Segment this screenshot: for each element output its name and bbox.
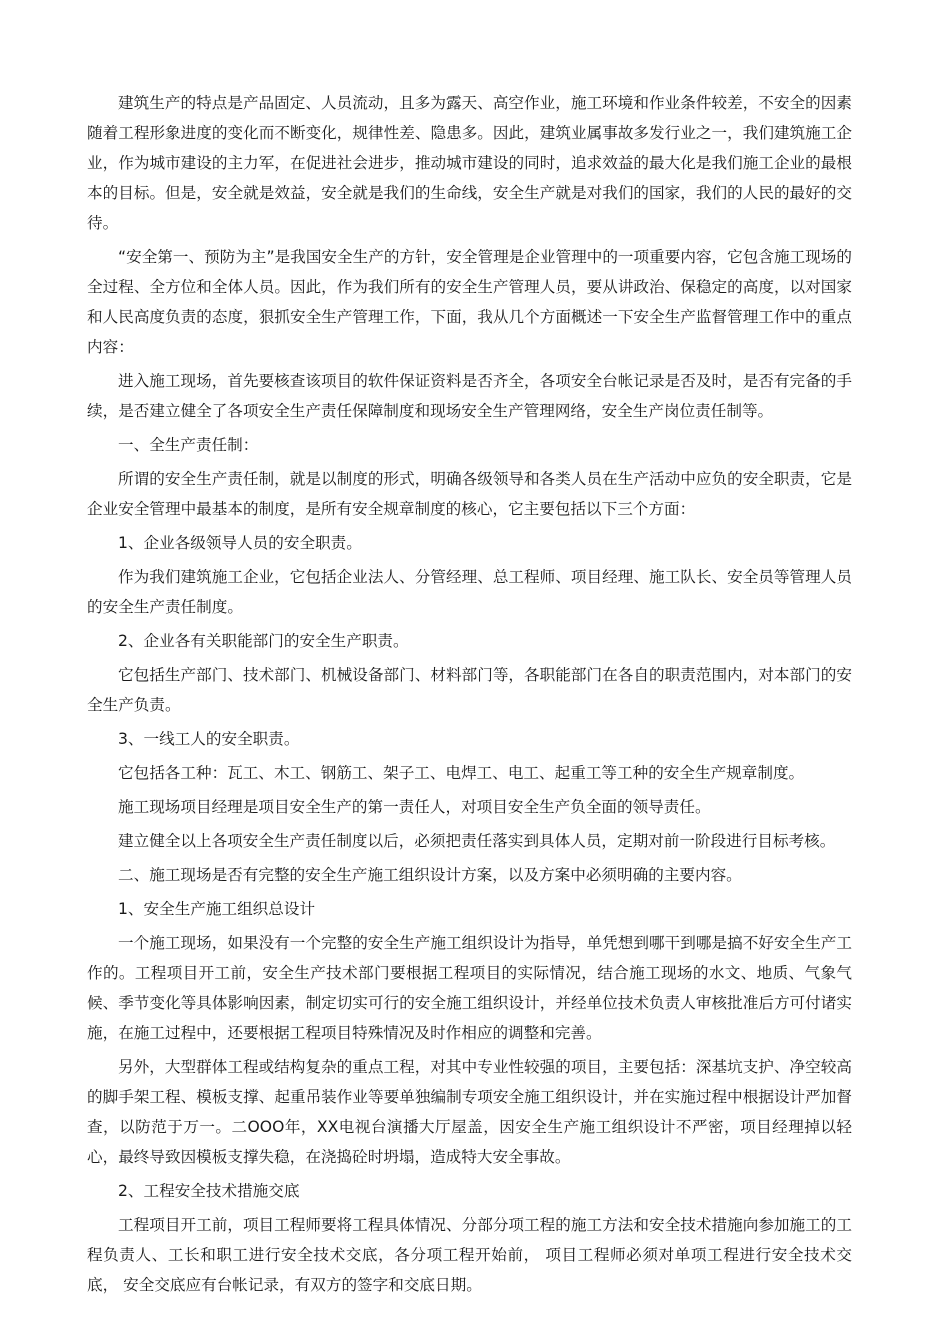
paragraph: 所谓的安全生产责任制，就是以制度的形式，明确各级领导和各类人员在生产活动中应负的安全职责，它是企业安全管理中最基本的制度，是所有安全规章制度的核心，它主要包括以下三个方面：: [87, 470, 852, 518]
subsection-heading: 1、安全生产施工组织总设计: [118, 900, 316, 918]
paragraph: 建筑生产的特点是产品固定、人员流动，且多为露天、高空作业，施工环境和作业条件较差，不安全的因素随着工程形象进度的变化而不断变化，规律性差、隐患多。因此，建筑业属事故多发行业之一，我们建筑施工企业，作为城市建设的主力军，在促进社会进步，推动城市建设的同时，追求效益的最大化是我们施工企业的最根本的目标。但是，安全就是效益，安全就是我们的生命线，安全生产就是对我们的国家，我们的人民的最好的交待。: [87, 94, 852, 232]
section-heading: 一、全生产责任制：: [118, 436, 259, 454]
subsection-heading: 1、企业各级领导人员的安全职责。: [118, 534, 362, 552]
paragraph: 它包括各工种：瓦工、木工、钢筋工、架子工、电焊工、电工、起重工等工种的安全生产规章制度。: [118, 764, 805, 782]
paragraph: 它包括生产部门、技术部门、机械设备部门、材料部门等，各职能部门在各自的职责范围内，对本部门的安全生产负责。: [87, 666, 852, 714]
paragraph: 另外，大型群体工程或结构复杂的重点工程，对其中专业性较强的项目，主要包括：深基坑支护、净空较高的脚手架工程、模板支撑、起重吊装作业等要单独编制专项安全施工组织设计，并在实施过程中根据设计严加督查，以防范于万一。二OOO年，XX电视台演播大厅屋盖，因安全生产施工组织设计不严密，项目经理掉以轻心，最终导致因模板支撑失稳，在浇捣砼时坍塌，造成特大安全事故。: [87, 1058, 852, 1166]
paragraph: 建立健全以上各项安全生产责任制度以后，必须把责任落实到具体人员，定期对前一阶段进行目标考核。: [118, 832, 836, 850]
subsection-heading: 3、一线工人的安全职责。: [118, 730, 300, 748]
paragraph: 作为我们建筑施工企业，它包括企业法人、分管经理、总工程师、项目经理、施工队长、安全员等管理人员的安全生产责任制度。: [87, 568, 852, 616]
paragraph: 施工现场项目经理是项目安全生产的第一责任人，对项目安全生产负全面的领导责任。: [118, 798, 711, 816]
paragraph: “安全第一、预防为主”是我国安全生产的方针，安全管理是企业管理中的一项重要内容，它包含施工现场的全过程、全方位和全体人员。因此，作为我们所有的安全生产管理人员，要从讲政治、保稳定的高度，以对国家和人民高度负责的态度，狠抓安全生产管理工作，下面，我从几个方面概述一下安全生产监督管理工作中的重点内容：: [87, 248, 852, 356]
section-heading: 二、施工现场是否有完整的安全生产施工组织设计方案，以及方案中必须明确的主要内容。: [118, 866, 742, 884]
paragraph: 一个施工现场，如果没有一个完整的安全生产施工组织设计为指导，单凭想到哪干到哪是搞不好安全生产工作的。工程项目开工前，安全生产技术部门要根据工程项目的实际情况，结合施工现场的水文、地质、气象气候、季节变化等具体影响因素，制定切实可行的安全施工组织设计，并经单位技术负责人审核批准后方可付诸实施，在施工过程中，还要根据工程项目特殊情况及时作相应的调整和完善。: [87, 934, 852, 1042]
paragraph: 工程项目开工前，项目工程师要将工程具体情况、分部分项工程的施工方法和安全技术措施向参加施工的工程负责人、工长和职工进行安全技术交底，各分项工程开始前， 项目工程师必须对单项工程进行安全技术交底， 安全交底应有台帐记录，有双方的签字和交底日期。: [87, 1216, 852, 1294]
subsection-heading: 2、工程安全技术措施交底: [118, 1182, 300, 1200]
subsection-heading: 2、企业各有关职能部门的安全生产职责。: [118, 632, 409, 650]
paragraph: 进入施工现场，首先要核查该项目的软件保证资料是否齐全，各项安全台帐记录是否及时，是否有完备的手续，是否建立健全了各项安全生产责任保障制度和现场安全生产管理网络，安全生产岗位责任制等。: [87, 372, 852, 420]
